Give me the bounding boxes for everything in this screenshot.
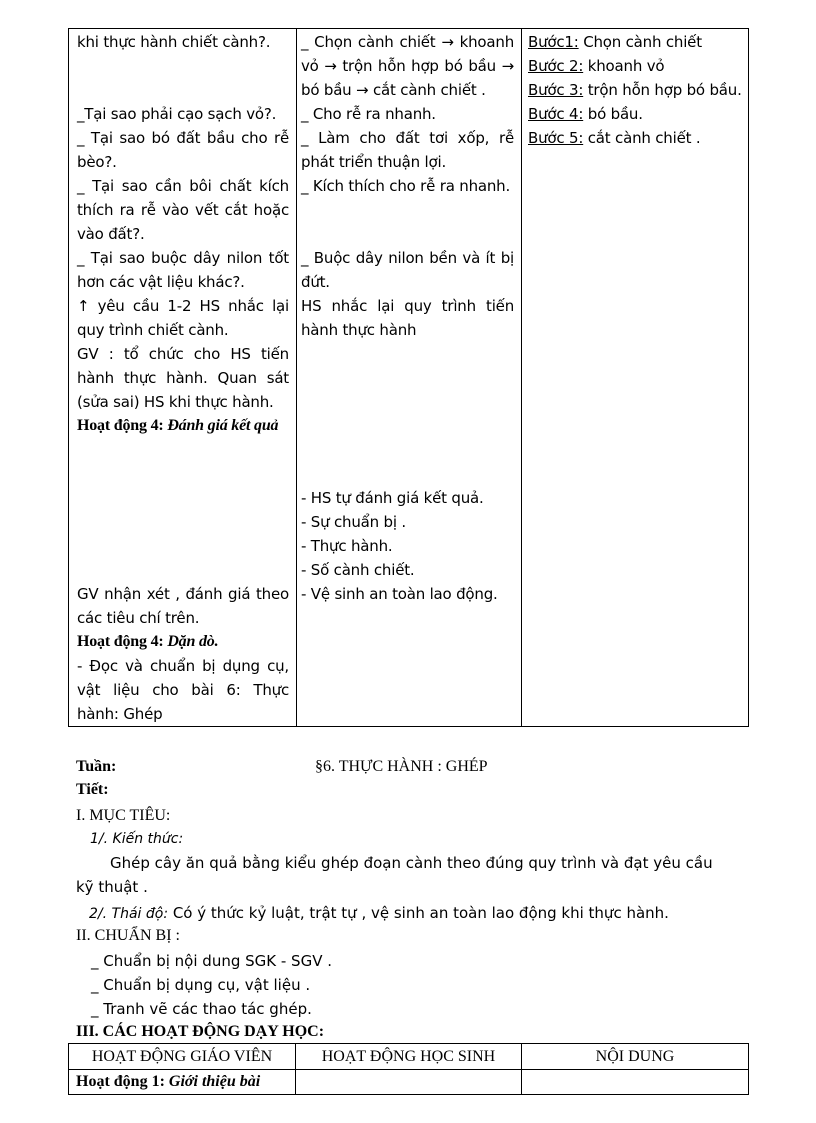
- evaluation-criterion: - Thực hành.: [301, 537, 393, 555]
- period-label: Tiết:: [76, 781, 109, 798]
- step-text: trộn hỗn hợp bó bầu.: [583, 81, 742, 99]
- student-answer: HS nhắc lại quy trình tiến hành thực hành: [301, 297, 514, 339]
- section-objectives: I. MỤC TIÊU:: [76, 807, 171, 824]
- activity-table-continued: [68, 28, 749, 727]
- knowledge-label: 1/. Kiến thức:: [90, 831, 184, 847]
- step-label: Bước 2:: [528, 57, 584, 75]
- student-steps: _ Chọn cành chiết → khoanh vỏ → trộn hỗn hợp bó bầu → bó bầu → cắt cành chiết .: [301, 33, 514, 99]
- teacher-evaluation: GV nhận xét , đánh giá theo các tiêu chí trên.: [77, 585, 289, 627]
- step-text: khoanh vỏ: [583, 57, 665, 75]
- content-column: [528, 30, 748, 150]
- teacher-question: _ Tại sao buộc dây nilon tốt hơn các vật liệu khác?.: [77, 249, 289, 291]
- knowledge-text: Ghép cây ăn quả bằng kiểu ghép đoạn cành theo đúng quy trình và đạt yêu cầu kỹ thuật .: [76, 854, 713, 896]
- student-activity-column: [301, 30, 514, 342]
- step-text: Chọn cành chiết: [578, 33, 702, 51]
- student-answer: _ Cho rễ ra nhanh.: [301, 105, 436, 123]
- teacher-instruction: ↑ yêu cầu 1-2 HS nhắc lại quy trình chiết cành.: [77, 297, 289, 339]
- teacher-question: khi thực hành chiết cành?.: [77, 33, 271, 51]
- lesson-title: §6. THỰC HÀNH : GHÉP: [315, 758, 488, 775]
- row-activity-1: [76, 1070, 260, 1094]
- step-text: bó bầu.: [583, 105, 643, 123]
- evaluation-criterion: - HS tự đánh giá kết quả.: [301, 489, 484, 507]
- prep-item: _ Chuẩn bị nội dung SGK - SGV .: [91, 952, 332, 970]
- teacher-instruction: GV : tổ chức cho HS tiến hành thực hành. Quan sát (sửa sai) HS khi thực hành.: [77, 345, 289, 411]
- evaluation-criterion: - Số cành chiết.: [301, 561, 415, 579]
- teacher-activity-column: [77, 30, 289, 438]
- step-label: Bước1:: [528, 33, 579, 51]
- activity-heading: [77, 630, 289, 654]
- evaluation-criterion: - Sự chuẩn bị .: [301, 513, 406, 531]
- header-student-activity: HOẠT ĐỘNG HỌC SINH: [321, 1048, 496, 1065]
- step-label: Bước 4:: [528, 105, 584, 123]
- attitude-label: 2/. Thái độ:: [89, 906, 169, 922]
- teacher-evaluation-block: [77, 582, 289, 726]
- activity-table: [68, 1043, 749, 1095]
- homework-text: - Đọc và chuẩn bị dụng cụ, vật liệu cho bài 6: Thực hành: Ghép: [77, 657, 289, 723]
- teacher-question: _ Tại sao cần bôi chất kích thích ra rễ vào vết cắt hoặc vào đất?.: [77, 177, 289, 243]
- activity-label: Hoạt động 4:: [77, 417, 164, 434]
- evaluation-criterion: - Vệ sinh an toàn lao động.: [301, 585, 498, 603]
- attitude-text: Có ý thức kỷ luật, trật tự , vệ sinh an toàn lao động khi thực hành.: [168, 904, 669, 922]
- step-text: cắt cành chiết .: [583, 129, 701, 147]
- teacher-question: _ Tại sao bó đất bầu cho rễ bèo?.: [77, 129, 289, 171]
- teacher-question: _Tại sao phải cạo sạch vỏ?.: [77, 105, 277, 123]
- student-evaluation-block: [301, 486, 514, 606]
- attitude-line: [89, 901, 669, 926]
- activity-label: Hoạt động 4:: [77, 633, 164, 650]
- step-item: [528, 126, 748, 150]
- header-content: NỘI DUNG: [595, 1048, 675, 1065]
- prep-item: _ Chuẩn bị dụng cụ, vật liệu .: [91, 976, 311, 994]
- header-teacher-activity: HOẠT ĐỘNG GIÁO VIÊN: [91, 1048, 273, 1065]
- student-answer: _ Kích thích cho rễ ra nhanh.: [301, 177, 511, 195]
- activity-title: Dặn dò.: [167, 633, 219, 650]
- step-item: [528, 78, 748, 102]
- column-divider: [521, 29, 522, 726]
- activity-label: Hoạt động 1:: [76, 1073, 165, 1090]
- step-label: Bước 3:: [528, 81, 584, 99]
- step-item: [528, 30, 748, 54]
- section-preparation: II. CHUẨN BỊ :: [76, 927, 180, 944]
- activity-title: Giới thiệu bài: [168, 1073, 261, 1090]
- student-answer: _ Làm cho đất tơi xốp, rễ phát triển thuận lợi.: [301, 129, 514, 171]
- prep-item: _ Tranh vẽ các thao tác ghép.: [91, 1000, 312, 1018]
- activity-title: Đánh giá kết quả: [167, 417, 279, 434]
- step-item: [528, 102, 748, 126]
- step-label: Bước 5:: [528, 129, 584, 147]
- section-activities: III. CÁC HOẠT ĐỘNG DẠY HỌC:: [76, 1023, 325, 1040]
- week-label: Tuần:: [76, 758, 117, 775]
- activity-heading: [77, 414, 289, 438]
- student-answer: _ Buộc dây nilon bền và ít bị đứt.: [301, 249, 514, 291]
- column-divider: [296, 29, 297, 726]
- step-item: [528, 54, 748, 78]
